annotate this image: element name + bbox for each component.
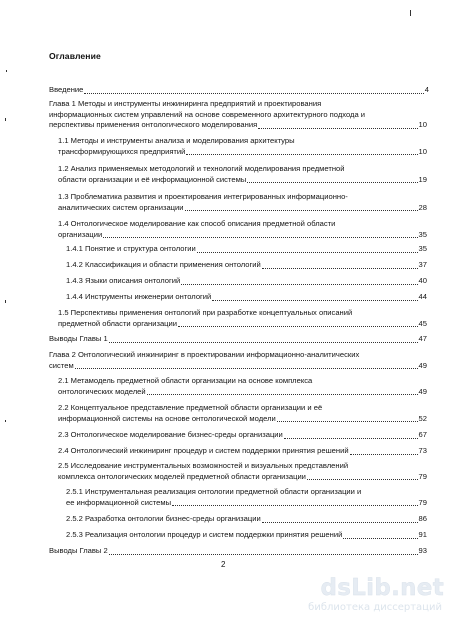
dot-leader xyxy=(212,299,417,301)
dot-leader xyxy=(178,325,418,327)
toc-entry-text: области организации и её информационной системы xyxy=(58,174,247,184)
toc-entry xyxy=(58,164,427,185)
toc-entry-text: 2.2 Концептуальное представление предметной области организации и её xyxy=(58,403,323,412)
scan-artifact xyxy=(410,10,411,16)
toc-entry-text: 2.5 Исследование инструментальных возможностей и визуальных представлений xyxy=(58,461,349,470)
watermark xyxy=(294,575,444,615)
scan-artifact xyxy=(5,118,6,121)
toc-entry-page: 4 xyxy=(424,85,429,94)
dot-leader xyxy=(181,283,417,285)
toc-entry-text: 2.5.1 Инструментальная реализация онтологии предметной области организации и xyxy=(66,487,362,496)
toc-entry xyxy=(49,546,427,557)
toc-entry-text: 2.5.3 Реализация онтологии процедур и систем поддержки принятия решений xyxy=(66,530,343,539)
toc-entry-text: 2.4 Онтологический инжиниринг процедур и систем поддержки принятия решений xyxy=(58,446,349,455)
toc-entry xyxy=(49,350,427,371)
toc-entry xyxy=(66,292,427,303)
dot-leader xyxy=(197,251,418,253)
toc-entry-page: 67 xyxy=(418,430,427,439)
toc-entry-page: 10 xyxy=(418,120,427,130)
toc-entry-text: информационной системы на основе онтологической модели xyxy=(58,413,276,423)
dot-leader xyxy=(147,393,418,395)
dot-leader xyxy=(172,504,418,506)
toc-entry-text: систем xyxy=(49,360,74,370)
toc-entry-text: информационных систем управлений на основе современного архитектурного подхода и xyxy=(49,109,366,119)
toc-entry-text: Глава 2 Онтологический инжиниринг в проектировании информационно-аналитических xyxy=(49,350,360,359)
scan-artifact xyxy=(5,420,6,422)
toc-entry-page: 49 xyxy=(418,360,427,370)
toc-entry xyxy=(66,276,427,287)
toc-entry-page: 28 xyxy=(418,202,427,212)
dot-leader xyxy=(343,537,417,539)
toc-entry xyxy=(49,334,427,345)
dot-leader xyxy=(262,267,418,269)
toc-entry-page: 79 xyxy=(418,497,427,507)
toc-entry-page: 47 xyxy=(418,334,427,343)
toc-entry xyxy=(58,192,427,213)
toc-entry-page: 35 xyxy=(418,244,427,253)
toc-entry-text: 1.5 Перспективы применения онтологий при разработке концептуальных описаний xyxy=(58,308,353,317)
toc-entry-text: аналитических систем организации xyxy=(58,202,184,212)
toc-entry-page: 40 xyxy=(418,276,427,285)
toc-entry-page: 44 xyxy=(418,292,427,301)
toc-entry-text: 1.4.1 Понятие и структура онтологии xyxy=(66,244,196,253)
dot-leader xyxy=(284,437,418,439)
toc-entry-text: перспективы применения онтологического моделирования xyxy=(49,120,258,130)
page-number: 2 xyxy=(221,560,226,569)
toc-entry xyxy=(58,446,427,457)
toc-entry-page: 10 xyxy=(418,146,427,156)
toc-entry-text: предметной области организации xyxy=(58,318,178,328)
toc-entry xyxy=(58,376,427,397)
dot-leader xyxy=(75,367,418,369)
toc-entry-text: 1.4.2 Классификация и области применения онтологий xyxy=(66,260,261,269)
toc-entry xyxy=(49,99,427,131)
toc-entry-page: 19 xyxy=(418,174,427,184)
dot-leader xyxy=(109,341,418,343)
dot-leader xyxy=(84,92,423,94)
toc-entry-page: 49 xyxy=(418,386,427,396)
dot-leader xyxy=(277,420,418,422)
toc-entry-text: 2.3 Онтологическое моделирование бизнес-среды организации xyxy=(58,430,283,439)
dot-leader xyxy=(186,153,417,155)
toc-entry-text: Глава 1 Методы и инструменты инжиниринга предприятий и проектирования xyxy=(49,99,322,108)
toc-entry-page: 73 xyxy=(418,446,427,455)
toc-entry xyxy=(58,461,427,482)
toc-entry-text: трансформирующихся предприятий xyxy=(58,146,186,156)
toc-entry-text: 1.1 Методы и инструменты анализа и моделирования архитектуры xyxy=(58,136,295,145)
toc-title: Оглавление xyxy=(49,51,101,61)
toc-entry xyxy=(66,260,427,271)
toc-entry xyxy=(66,530,427,541)
toc-entry xyxy=(58,430,427,441)
toc-entry-page: 86 xyxy=(418,514,427,523)
toc-entry-text: 1.3 Проблематика развития и проектирования интегрированных информационно- xyxy=(58,192,348,201)
toc-entry-text: Выводы Главы 2 xyxy=(49,546,108,555)
toc-entry xyxy=(58,219,427,240)
scan-artifact xyxy=(6,70,7,72)
toc-entry-text: организации xyxy=(58,229,103,239)
dot-leader xyxy=(258,127,417,129)
toc-entry-text: Введение xyxy=(49,85,84,94)
toc-entry xyxy=(66,244,427,255)
toc-entry xyxy=(66,514,427,525)
toc-entry-text: 1.2 Анализ применяемых методологий и технологий моделирования предметной xyxy=(58,164,345,173)
toc-entry-page: 91 xyxy=(418,530,427,539)
watermark-logo: dsLib.net xyxy=(320,575,444,601)
toc-entry-text: 1.4.4 Инструменты инженерии онтологий xyxy=(66,292,212,301)
dot-leader xyxy=(262,521,418,523)
toc-entry-text: 2.1 Метамодель предметной области организации на основе комплекса xyxy=(58,376,313,385)
dot-leader xyxy=(247,181,417,183)
toc-entry xyxy=(66,487,427,508)
toc-entry xyxy=(58,403,427,424)
watermark-subtitle: библиотека диссертаций xyxy=(308,602,442,613)
toc-entry-page: 93 xyxy=(418,546,427,555)
toc-entry-text: 1.4.3 Языки описания онтологий xyxy=(66,276,181,285)
toc-entry-text: 1.4 Онтологическое моделирование как способ описания предметной области xyxy=(58,219,336,228)
dot-leader xyxy=(185,209,418,211)
toc-entry-text: онтологических моделей xyxy=(58,386,146,396)
scan-artifact xyxy=(5,300,6,303)
dot-leader xyxy=(307,478,418,480)
toc-entry-text: 2.5.2 Разработка онтологии бизнес-среды организации xyxy=(66,514,261,523)
toc-entry xyxy=(58,136,427,157)
toc-entry-text: ее информационной системы xyxy=(66,497,172,507)
toc-entry-page: 45 xyxy=(418,318,427,328)
toc-entry xyxy=(58,308,427,329)
dot-leader xyxy=(350,453,418,455)
toc-entry xyxy=(49,85,429,96)
dot-leader xyxy=(109,553,418,555)
toc-entry-text: Выводы Главы 1 xyxy=(49,334,108,343)
toc-entry-text: комплекса онтологических моделей предметной области организации xyxy=(58,471,306,481)
dot-leader xyxy=(103,236,417,238)
toc-entry-page: 79 xyxy=(418,471,427,481)
toc-entry-page: 52 xyxy=(418,413,427,423)
toc-entry-page: 37 xyxy=(418,260,427,269)
toc-entry-page: 35 xyxy=(418,229,427,239)
